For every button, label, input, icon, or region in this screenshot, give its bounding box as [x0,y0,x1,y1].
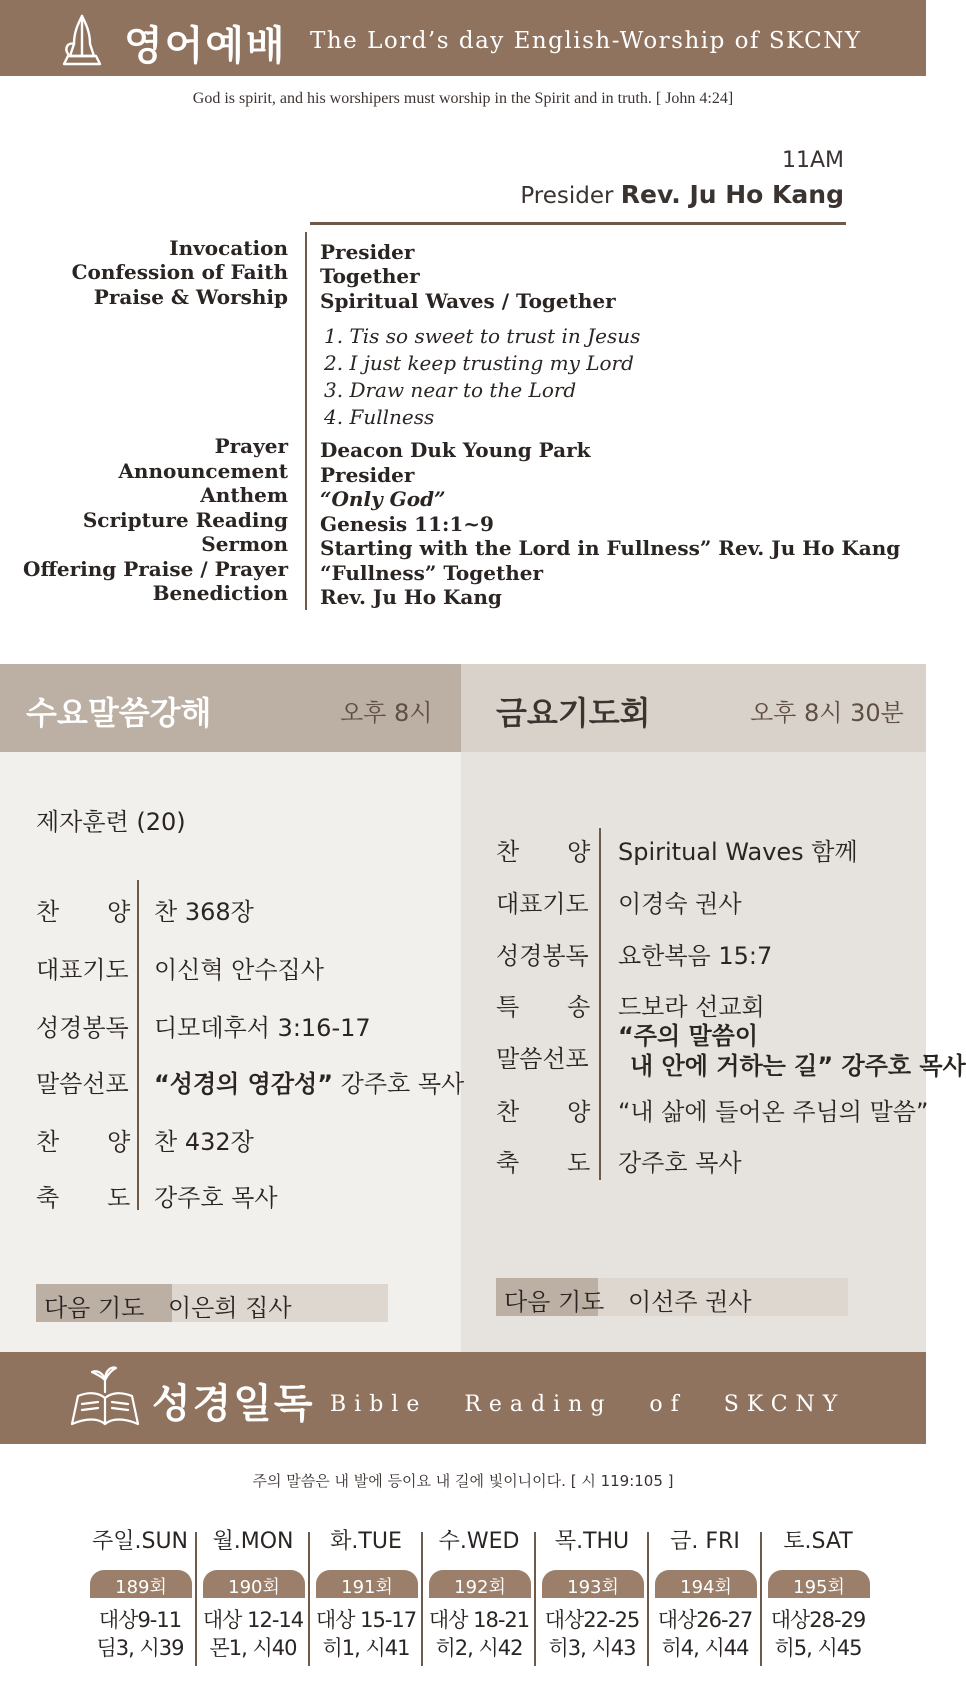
header-title-kr: 영어예배 [124,23,287,69]
reading-passage: 몬1, 시40 [209,1636,297,1660]
reading-day-divider [647,1532,649,1666]
friday-label: 찬 양 [496,838,591,866]
order-label: Scripture Reading [82,508,288,532]
reading-count-badge: 191회 [316,1570,418,1598]
reading-count-badge: 193회 [542,1570,644,1598]
order-value: “Fullness” Together [320,561,544,585]
wednesday-time: 오후 8시 [340,699,433,727]
reading-passage: 히1, 시41 [322,1636,410,1660]
bible-verse: 주의 말씀은 내 발에 등이요 내 길에 빛이니이다. [ 시 119:105 ] [252,1472,674,1490]
order-label: Offering Praise / Prayer [23,557,288,581]
reading-passage: 대상 18-21 [428,1608,530,1632]
reading-passage: 대상 15-17 [315,1608,417,1632]
order-label: Sermon [201,532,288,556]
bible-title-kr: 성경일독 [152,1381,315,1427]
reading-passage: 대상 12-14 [202,1608,304,1632]
friday-next-prayer [496,1278,848,1316]
wednesday-label: 찬 양 [36,1128,131,1156]
order-value: Together [320,264,420,288]
reading-passage: 히5, 시45 [774,1636,862,1660]
friday-sermon-title: 내 안에 거하는 길” [630,1052,834,1080]
song-item: 1. Tis so sweet to trust in Jesus [324,324,641,348]
presider-name: Rev. Ju Ho Kang [620,180,844,209]
song-item: 3. Draw near to the Lord [324,378,577,402]
reading-day-divider [760,1532,762,1666]
wednesday-value: 이신혁 안수집사 [154,956,324,984]
friday-sermon-line2 [630,1046,966,1081]
wednesday-next-prayer [36,1284,388,1322]
wednesday-title: 수요말씀강해 [26,694,212,732]
wednesday-label: 축 도 [36,1184,131,1212]
order-value: Deacon Duk Young Park [320,438,591,462]
friday-value: “내 삶에 들어온 주님의 말씀” [618,1098,929,1126]
friday-label: 축 도 [496,1149,591,1177]
reading-day-name: 금. FRI [670,1529,740,1554]
wednesday-label: 말씀선포 [36,1070,129,1098]
friday-value: Spiritual Waves 함께 [618,838,858,866]
reading-day-name: 수.WED [438,1529,520,1554]
next-prayer-name: 이은희 집사 [168,1294,292,1322]
order-value: Rev. Ju Ho Kang [320,585,502,609]
next-prayer-label: 다음 기도 [496,1278,598,1316]
order-label: Anthem [200,483,288,507]
sermon-preacher: 강주호 목사 [333,1070,465,1098]
wednesday-value: 찬 368장 [154,898,254,926]
reading-passage: 대상9-11 [98,1608,182,1632]
presider-label: Presider [520,183,614,209]
friday-label: 대표기도 [496,890,589,918]
reading-passage: 딤3, 시39 [96,1636,184,1660]
reading-day-name: 월.MON [212,1529,294,1554]
reading-passage: 히3, 시43 [548,1636,636,1660]
order-label: Benediction [152,581,288,605]
reading-count-badge: 190회 [203,1570,305,1598]
praying-hands-icon [52,10,112,68]
wednesday-label: 성경봉독 [36,1014,129,1042]
reading-day-name: 화.TUE [330,1529,402,1554]
friday-label: 성경봉독 [496,942,589,970]
reading-day-divider [195,1532,197,1666]
sermon-title: “성경의 영감성” [154,1070,334,1098]
reading-passage: 히4, 시44 [661,1636,749,1660]
order-value: Presider [320,463,415,487]
reading-passage: 히2, 시42 [435,1636,523,1660]
open-bible-icon [66,1362,144,1430]
header-rule [310,222,846,225]
friday-label: 말씀선포 [496,1045,589,1073]
friday-sermon-line1: “주의 말씀이 [618,1022,759,1050]
order-label: Announcement [118,459,288,483]
reading-passage: 대상26-27 [657,1608,753,1632]
friday-time: 오후 8시 30분 [750,699,904,727]
order-value: Spiritual Waves / Together [320,289,616,313]
friday-value: 요한복음 15:7 [618,942,773,970]
reading-day-divider [534,1532,536,1666]
reading-passage: 대상22-25 [544,1608,640,1632]
wednesday-panel [0,752,461,1352]
service-presider [520,180,844,209]
order-value: Presider [320,240,415,264]
wednesday-divider [137,880,139,1210]
song-item: 2. I just keep trusting my Lord [324,351,634,375]
wednesday-value: 디모데후서 3:16-17 [154,1014,371,1042]
friday-title: 금요기도회 [496,694,651,732]
order-label: Invocation [169,236,288,260]
wednesday-subtitle: 제자훈련 (20) [36,808,186,836]
service-time: 11AM [781,148,844,173]
wednesday-label: 찬 양 [36,898,131,926]
next-prayer-name: 이선주 권사 [628,1288,752,1316]
order-value: Genesis 11:1~9 [320,512,494,536]
friday-sermon-preacher: 강주호 목사 [833,1052,966,1080]
order-divider [305,232,307,610]
reading-day-name: 토.SAT [783,1529,853,1554]
reading-day-name: 주일.SUN [91,1529,189,1554]
wednesday-value [154,1064,464,1099]
friday-label: 특 송 [496,993,591,1021]
order-label: Confession of Faith [71,260,288,284]
order-label: Prayer [214,434,288,458]
reading-count-badge: 194회 [655,1570,757,1598]
bible-reading-header [0,1352,926,1444]
order-label: Praise & Worship [93,285,288,309]
friday-value: 강주호 목사 [618,1149,742,1177]
order-value: “Only God” [320,487,446,511]
friday-value: 드보라 선교회 [618,993,765,1021]
english-worship-header [0,0,926,76]
reading-count-badge: 189회 [90,1570,192,1598]
song-item: 4. Fullness [324,405,435,429]
wednesday-label: 대표기도 [36,956,129,984]
reading-day-divider [421,1532,423,1666]
reading-day-name: 목.THU [554,1529,630,1554]
friday-label: 찬 양 [496,1098,591,1126]
header-verse: God is spirit, and his worshipers must worship in the Spirit and in truth. [ John 4:24] [192,90,734,107]
wednesday-value: 찬 432장 [154,1128,254,1156]
reading-count-badge: 195회 [768,1570,870,1598]
friday-value: 이경숙 권사 [618,890,742,918]
bible-title-en: Bible Reading of SKCNY [330,1392,846,1417]
reading-passage: 대상28-29 [770,1608,866,1632]
header-title-en: The Lord’s day English-Worship of SKCNY [310,28,862,54]
reading-count-badge: 192회 [429,1570,531,1598]
wednesday-value: 강주호 목사 [154,1184,278,1212]
next-prayer-label: 다음 기도 [36,1284,172,1322]
order-value: Starting with the Lord in Fullness” Rev. Ju Ho Kang [320,536,901,560]
reading-day-divider [308,1532,310,1666]
friday-divider [599,828,601,1180]
